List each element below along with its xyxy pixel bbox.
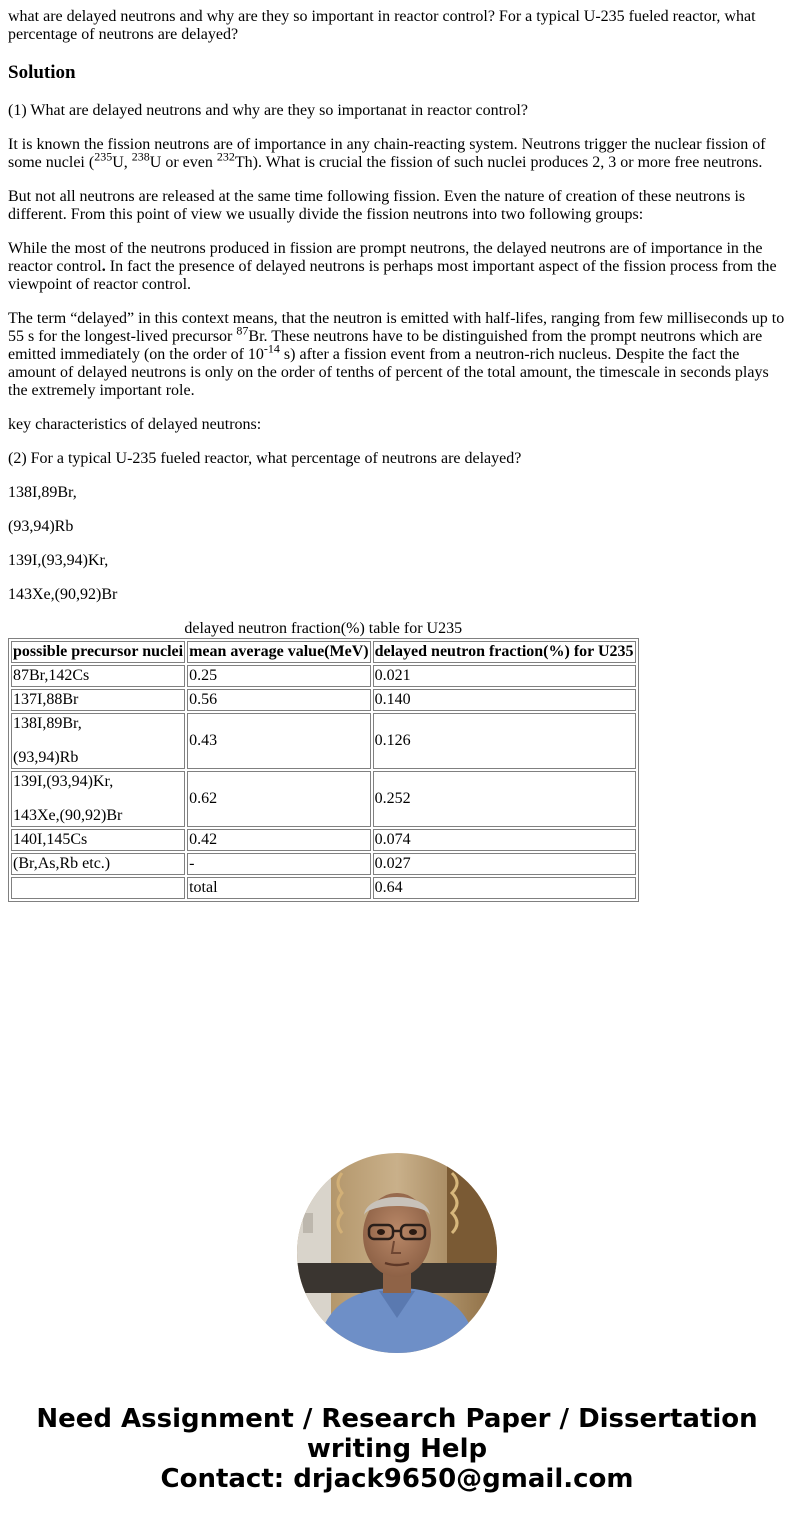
- cell-mev: 0.42: [187, 829, 371, 851]
- para1-text-c: U or even: [149, 154, 217, 171]
- key-characteristics-label: key characteristics of delayed neutrons:: [8, 416, 262, 433]
- table-row: [11, 665, 636, 687]
- para3-bold-period: .: [101, 258, 106, 275]
- table-row: [11, 829, 636, 851]
- cell-fraction: 0.027: [373, 853, 636, 875]
- para4-text-b: Br. These neutrons have to be distinguished from the prompt neutrons which are emitted immediately (on the order of 10: [8, 328, 763, 363]
- ad-line-1: Need Assignment / Research Paper / Dissertation: [36, 1404, 758, 1434]
- paragraph-reactor-control: [8, 240, 786, 294]
- avatar-photo: [297, 1153, 497, 1353]
- superscript-87: 87: [236, 323, 249, 338]
- superscript-minus-14: -14: [263, 341, 280, 356]
- cell-fraction: 0.074: [373, 829, 636, 851]
- cell-nuclei: [11, 689, 185, 711]
- para1-text-b: U,: [112, 154, 132, 171]
- part2-heading: (2) For a typical U-235 fueled reactor, what percentage of neutrons are delayed?: [8, 450, 522, 467]
- cell-nuclei: [11, 771, 185, 827]
- cell-fraction: 0.126: [373, 713, 636, 769]
- cell-mev: 0.43: [187, 713, 371, 769]
- nuclei-line: 137I,88Br: [13, 691, 79, 708]
- cell-mev: 0.56: [187, 689, 371, 711]
- advertisement-banner: [0, 1404, 794, 1494]
- precursor-line: 139I,(93,94)Kr,: [8, 552, 109, 569]
- paragraph-fission-neutrons: [8, 136, 786, 172]
- cell-total-value: 0.64: [373, 877, 636, 899]
- para3-text-a: While the most of the neutrons produced in fission are prompt neutrons, the delayed neutrons are of importance in the reactor control: [8, 240, 763, 275]
- paragraph-delayed-term: [8, 310, 786, 400]
- solution-heading: Solution: [8, 62, 76, 83]
- cell-nuclei-empty: [11, 877, 185, 899]
- cell-mev: 0.62: [187, 771, 371, 827]
- nuclei-line: 139I,(93,94)Kr,: [13, 773, 114, 790]
- nuclei-line: 140I,145Cs: [13, 831, 88, 848]
- cell-nuclei: [11, 713, 185, 769]
- nuclei-line: 138I,89Br,: [13, 715, 82, 732]
- cell-mev: -: [187, 853, 371, 875]
- para1-text-d: Th). What is crucial the fission of such nuclei produces 2, 3 or more free neutrons.: [234, 154, 763, 171]
- cell-total-label: total: [187, 877, 371, 899]
- superscript-238: 238: [131, 149, 150, 164]
- nuclei-line: (Br,As,Rb etc.): [13, 855, 111, 872]
- para4-text-c: s) after a fission event from a neutron-rich nucleus. Despite the fact the amount of delayed neutrons is only on the order of tenths of percent of the total amount, the timescale in seconds plays the extremely important role.: [8, 346, 769, 399]
- para1-text-a: It is known the fission neutrons are of importance in any chain-reacting system. Neutrons trigger the nuclear fission of some nuclei (: [8, 136, 766, 171]
- nuclei-line: 87Br,142Cs: [13, 667, 90, 684]
- column-header-nuclei: possible precursor nuclei: [11, 641, 185, 663]
- table-row: [11, 689, 636, 711]
- ad-contact-line: Contact: drjack9650@gmail.com: [160, 1464, 634, 1494]
- question-text: what are delayed neutrons and why are they so important in reactor control? For a typical U-235 fueled reactor, what percentage of neutrons are delayed?: [8, 8, 756, 43]
- cell-nuclei: [11, 829, 185, 851]
- cell-line-gap: [13, 791, 183, 807]
- paragraph-neutron-groups: But not all neutrons are released at the same time following fission. Even the nature of creation of these neutrons is different. From this point of view we usually divide the fission neutrons into two following groups:: [8, 188, 746, 223]
- cell-mev: 0.25: [187, 665, 371, 687]
- para3-text-b: In fact the presence of delayed neutrons is perhaps most important aspect of the fission process from the viewpoint of reactor control.: [8, 258, 777, 293]
- precursor-line: (93,94)Rb: [8, 518, 74, 535]
- cell-nuclei: [11, 853, 185, 875]
- part1-heading: (1) What are delayed neutrons and why are they so importanat in reactor control?: [8, 102, 528, 119]
- cell-fraction: 0.252: [373, 771, 636, 827]
- cell-nuclei: [11, 665, 185, 687]
- table-row-total: [11, 877, 636, 899]
- superscript-235: 235: [94, 149, 113, 164]
- table-header-row: [11, 641, 636, 663]
- superscript-232: 232: [216, 149, 235, 164]
- cell-fraction: 0.021: [373, 665, 636, 687]
- ad-line-2: writing Help: [306, 1434, 488, 1464]
- precursor-line: 143Xe,(90,92)Br: [8, 586, 118, 603]
- table-row: [11, 713, 636, 769]
- table-row: [11, 771, 636, 827]
- column-header-fraction: delayed neutron fraction(%) for U235: [373, 641, 636, 663]
- table-caption: delayed neutron fraction(%) table for U235: [184, 620, 463, 637]
- table-row: [11, 853, 636, 875]
- para4-text-a: The term “delayed” in this context means, that the neutron is emitted with half-lifes, ranging from few milliseconds up to 55 s for the longest-lived precursor: [8, 310, 785, 345]
- cell-line-gap: [13, 733, 183, 749]
- cell-fraction: 0.140: [373, 689, 636, 711]
- delayed-neutron-table: [8, 620, 639, 902]
- column-header-mev: mean average value(MeV): [187, 641, 371, 663]
- nuclei-line: (93,94)Rb: [13, 749, 79, 766]
- nuclei-line: 143Xe,(90,92)Br: [13, 807, 123, 824]
- tutor-avatar: [297, 1153, 497, 1353]
- nuclei-line: [13, 879, 183, 897]
- precursor-line: 138I,89Br,: [8, 484, 77, 501]
